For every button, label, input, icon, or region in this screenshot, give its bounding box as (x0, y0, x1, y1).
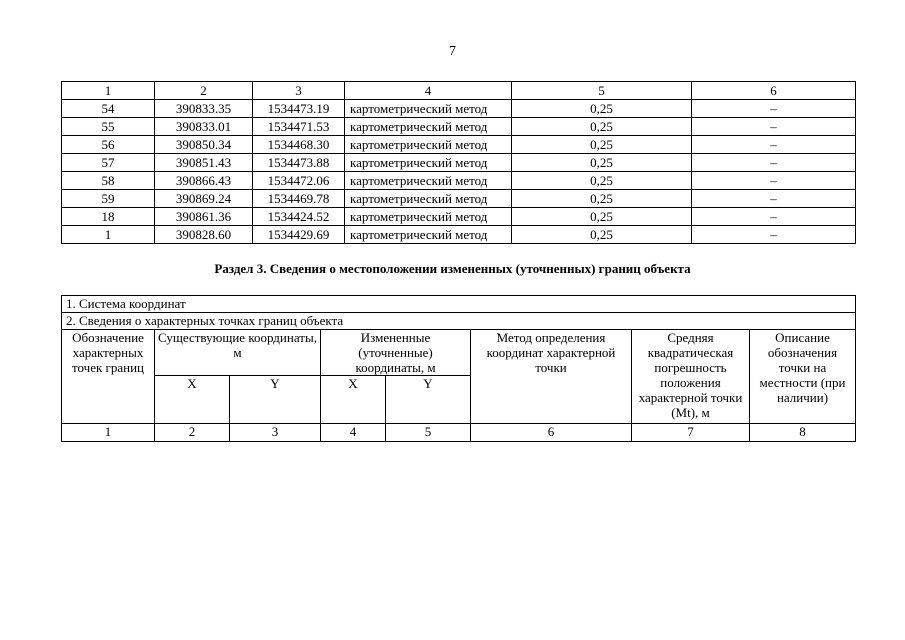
x-coordinate-cell: 390833.35 (155, 100, 253, 118)
method-cell: картометрический метод (345, 172, 512, 190)
table-row (62, 226, 856, 244)
rms-error-cell: 0,25 (512, 226, 692, 244)
x-coordinate-cell: 390851.43 (155, 154, 253, 172)
column-number: 3 (230, 424, 321, 442)
description-cell: – (692, 190, 856, 208)
description-cell: – (692, 208, 856, 226)
description-cell: – (692, 118, 856, 136)
y-coordinate-cell: 1534473.88 (253, 154, 345, 172)
changed-coordinates-header: Измененные (уточненные) координаты, м (321, 330, 471, 376)
rms-error-cell: 0,25 (512, 190, 692, 208)
point-number-cell: 56 (62, 136, 155, 154)
table-header-row (62, 82, 856, 100)
method-cell: картометрический метод (345, 136, 512, 154)
rms-error-header: Средняя квадратическая погрешность положения характерной точки (Mt), м (632, 330, 750, 424)
method-cell: картометрический метод (345, 226, 512, 244)
method-cell: картометрический метод (345, 100, 512, 118)
point-number-cell: 1 (62, 226, 155, 244)
existing-y-header: Y (230, 376, 321, 424)
x-coordinate-cell: 390850.34 (155, 136, 253, 154)
column-number: 2 (155, 424, 230, 442)
method-header: Метод определения координат характерной точки (471, 330, 632, 424)
changed-y-header: Y (386, 376, 471, 424)
x-coordinate-cell: 390833.01 (155, 118, 253, 136)
rms-error-cell: 0,25 (512, 154, 692, 172)
table-row (62, 208, 856, 226)
point-number-cell: 54 (62, 100, 155, 118)
rms-error-cell: 0,25 (512, 136, 692, 154)
column-number: 5 (512, 82, 692, 100)
point-number-cell: 58 (62, 172, 155, 190)
description-cell: – (692, 154, 856, 172)
table-row (62, 190, 856, 208)
table-row (62, 172, 856, 190)
table-row (62, 154, 856, 172)
rms-error-cell: 0,25 (512, 100, 692, 118)
page-number: 7 (449, 44, 456, 59)
column-number: 1 (62, 424, 155, 442)
coordinate-system-row: 1. Система координат (62, 296, 856, 313)
method-cell: картометрический метод (345, 118, 512, 136)
x-coordinate-cell: 390861.36 (155, 208, 253, 226)
section-title: Раздел 3. Сведения о местоположении измененных (уточненных) границ объекта (214, 261, 691, 276)
column-number: 7 (632, 424, 750, 442)
rms-error-cell: 0,25 (512, 172, 692, 190)
column-number: 5 (386, 424, 471, 442)
method-cell: картометрический метод (345, 190, 512, 208)
y-coordinate-cell: 1534429.69 (253, 226, 345, 244)
table-row (62, 100, 856, 118)
y-coordinate-cell: 1534472.06 (253, 172, 345, 190)
description-header: Описание обозначения точки на местности (при наличии) (750, 330, 856, 424)
x-coordinate-cell: 390866.43 (155, 172, 253, 190)
existing-coordinates-header: Существующие координаты, м (155, 330, 321, 376)
table-row (62, 118, 856, 136)
point-number-cell: 55 (62, 118, 155, 136)
method-cell: картометрический метод (345, 154, 512, 172)
description-cell: – (692, 226, 856, 244)
y-coordinate-cell: 1534468.30 (253, 136, 345, 154)
rms-error-cell: 0,25 (512, 208, 692, 226)
table-row (62, 136, 856, 154)
column-number: 2 (155, 82, 253, 100)
coordinates-table (61, 81, 856, 244)
column-number: 3 (253, 82, 345, 100)
column-number: 1 (62, 82, 155, 100)
existing-x-header: X (155, 376, 230, 424)
point-number-cell: 18 (62, 208, 155, 226)
point-number-cell: 59 (62, 190, 155, 208)
point-number-cell: 57 (62, 154, 155, 172)
y-coordinate-cell: 1534424.52 (253, 208, 345, 226)
description-cell: – (692, 136, 856, 154)
column-number: 8 (750, 424, 856, 442)
column-number: 4 (345, 82, 512, 100)
description-cell: – (692, 100, 856, 118)
y-coordinate-cell: 1534471.53 (253, 118, 345, 136)
x-coordinate-cell: 390869.24 (155, 190, 253, 208)
designation-header: Обозначение характерных точек границ (62, 330, 155, 424)
rms-error-cell: 0,25 (512, 118, 692, 136)
y-coordinate-cell: 1534469.78 (253, 190, 345, 208)
y-coordinate-cell: 1534473.19 (253, 100, 345, 118)
column-number: 4 (321, 424, 386, 442)
changed-x-header: X (321, 376, 386, 424)
x-coordinate-cell: 390828.60 (155, 226, 253, 244)
section3-table (61, 295, 856, 442)
column-number: 6 (471, 424, 632, 442)
method-cell: картометрический метод (345, 208, 512, 226)
description-cell: – (692, 172, 856, 190)
points-info-row: 2. Сведения о характерных точках границ объекта (62, 313, 856, 330)
column-number: 6 (692, 82, 856, 100)
